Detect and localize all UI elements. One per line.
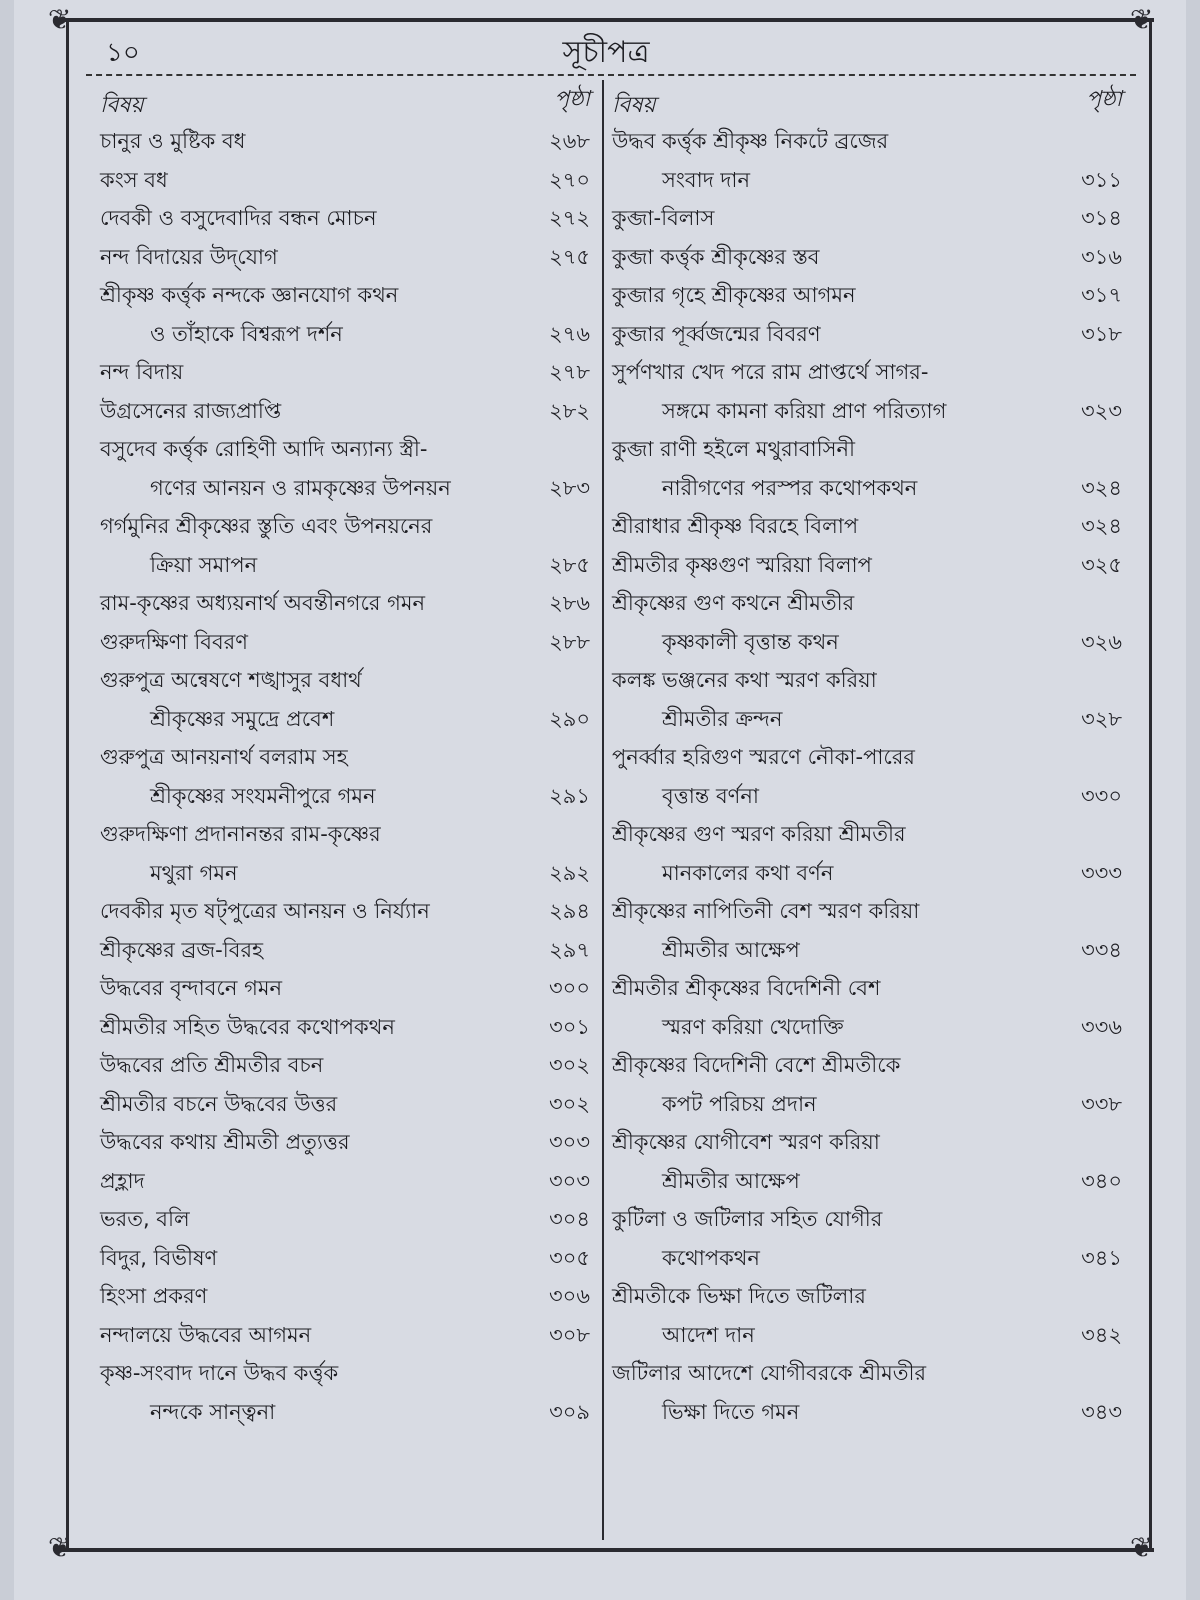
toc-entry-title: কথোপকথন	[662, 1245, 760, 1270]
toc-entry-page: ৩৪৩	[1081, 1399, 1122, 1424]
toc-entry	[612, 1046, 1122, 1123]
toc-entry-title: বিদুর, বিভীষণ	[100, 1245, 218, 1270]
toc-entry-title: সংবাদ দান	[662, 167, 751, 192]
toc-entry-title: শ্রীমতীর শ্রীকৃষ্ণের বিদেশিনী বেশ	[612, 976, 881, 1000]
toc-entry-title: পুনর্ব্বার হরিগুণ স্মরণে নৌকা-পারের	[612, 745, 915, 769]
toc-entry-title: গুরুদক্ষিণা বিবরণ	[100, 629, 248, 654]
page-title: সূচীপত্র	[562, 35, 650, 70]
toc-entry-title: শ্রীকৃষ্ণ কর্ত্তৃক নন্দকে জ্ঞানযোগ কথন	[100, 283, 399, 307]
toc-entry-title: শ্রীকৃষ্ণের বিদেশিনী বেশে শ্রীমতীকে	[612, 1053, 901, 1077]
toc-entry-page: ৩৪২	[1081, 1322, 1122, 1347]
toc-entry-page: ২৯৪	[549, 899, 590, 923]
toc-entry-title: জটিলার আদেশে যোগীবরকে শ্রীমতীর	[612, 1361, 927, 1385]
toc-entry-page: ৩২৫	[1081, 552, 1122, 577]
toc-entry	[100, 122, 590, 161]
toc-entry-title: কৃষ্ণ-সংবাদ দানে উদ্ধব কর্ত্তৃক	[100, 1361, 339, 1385]
toc-entry	[100, 931, 590, 970]
toc-entry	[100, 815, 590, 892]
toc-entry-page: ৩১৬	[1081, 244, 1122, 269]
toc-entry-page: ৩০৯	[549, 1399, 590, 1424]
toc-entry-page: ৩১৪	[1081, 206, 1122, 230]
toc-entry-page: ৩০৬	[549, 1284, 590, 1308]
toc-entry	[100, 507, 590, 584]
toc-entry-title: কুব্জা কর্ত্তৃক শ্রীকৃষ্ণের স্তব	[612, 244, 820, 269]
toc-entry-title: মথুরা গমন	[150, 860, 238, 885]
toc-entry	[612, 892, 1122, 969]
toc-entry	[612, 1354, 1122, 1431]
toc-entry	[612, 276, 1122, 315]
column-divider	[602, 80, 604, 1540]
column-header	[100, 82, 590, 122]
toc-entry-page: ৩৩৩	[1081, 860, 1122, 885]
toc-entry-title: সুর্পণখার খেদ পরে রাম প্রাপ্তর্থে সাগর-	[612, 360, 929, 384]
toc-entry	[612, 1200, 1122, 1277]
toc-entry-title: শ্রীকৃষ্ণের গুণ কথনে শ্রীমতীর	[612, 591, 855, 615]
toc-entry-page: ২৮৮	[549, 629, 590, 654]
toc-entry	[612, 969, 1122, 1046]
toc-entry-title: শ্রীমতীকে ভিক্ষা দিতে জটিলার	[612, 1284, 866, 1308]
toc-entry	[612, 507, 1122, 546]
toc-entry-title: শ্রীকৃষ্ণের ব্রজ-বিরহ	[100, 937, 264, 962]
toc-entry	[612, 584, 1122, 661]
toc-entry-title: ক্রিয়া সমাপন	[150, 552, 258, 577]
subject-heading: বিষয়	[100, 93, 144, 118]
toc-entry-page: ২৮২	[549, 398, 590, 423]
toc-entry-title: কুব্জা-বিলাস	[612, 206, 715, 230]
bottom-border-rule	[54, 1548, 1154, 1552]
toc-entry-page: ৩০২	[549, 1053, 590, 1077]
toc-entry-page: ৩০৮	[549, 1322, 590, 1347]
toc-entry-page: ৩২৬	[1081, 629, 1122, 654]
toc-entry-title: ভরত, বলি	[100, 1207, 190, 1231]
toc-entry-title: শ্রীমতীর বচনে উদ্ধবের উত্তর	[100, 1091, 338, 1116]
toc-entry-title: দেবকী ও বসুদেবাদির বন্ধন মোচন	[100, 206, 377, 230]
toc-entry-page: ৩৩৬	[1081, 1014, 1122, 1039]
page-number: ১০	[106, 38, 140, 68]
toc-entry-title: আদেশ দান	[662, 1322, 755, 1347]
toc-entry-title: কপট পরিচয় প্রদান	[662, 1091, 817, 1116]
book-page	[14, 0, 1186, 1600]
toc-entry-title: নন্দালয়ে উদ্ধবের আগমন	[100, 1322, 312, 1347]
ornament-icon: ❦	[1130, 1531, 1154, 1564]
right-column	[612, 82, 1122, 1431]
toc-entry	[100, 623, 590, 662]
toc-entry-page: ৩০৩	[549, 1130, 590, 1154]
toc-entry-title: উদ্ধব কর্ত্তৃক শ্রীকৃষ্ণ নিকটে ব্রজের	[612, 129, 889, 153]
toc-entry-title: শ্রীকৃষ্ণের নাপিতিনী বেশ স্মরণ করিয়া	[612, 899, 920, 923]
toc-entry-page: ২৭০	[549, 167, 590, 192]
toc-entry	[100, 969, 590, 1008]
toc-entry-title: উদ্ধবের প্রতি শ্রীমতীর বচন	[100, 1053, 324, 1077]
toc-entry-page: ৩২৮	[1081, 706, 1122, 731]
toc-entry	[100, 584, 590, 623]
toc-entry-title: শ্রীমতীর ক্রন্দন	[662, 706, 783, 731]
toc-entry-title: শ্রীকৃষ্ণের সমুদ্রে প্রবেশ	[150, 706, 335, 731]
toc-entry-title: গণের আনয়ন ও রামকৃষ্ণের উপনয়ন	[150, 475, 451, 500]
top-border-rule	[54, 18, 1154, 22]
toc-entry-title: মানকালের কথা বর্ণন	[662, 860, 834, 885]
toc-entry	[100, 1239, 590, 1278]
toc-entry	[100, 1046, 590, 1085]
header-divider	[86, 74, 1136, 76]
toc-entry-title: উদ্ধবের বৃন্দাবনে গমন	[100, 976, 283, 1000]
toc-entry	[100, 1123, 590, 1162]
toc-entry-page: ৩০২	[549, 1091, 590, 1116]
toc-entry-title: শ্রীকৃষ্ণের যোগীবেশ স্মরণ করিয়া	[612, 1130, 880, 1154]
toc-entry	[612, 315, 1122, 354]
toc-entry	[100, 1316, 590, 1355]
toc-entry-title: শ্রীমতীর আক্ষেপ	[662, 937, 800, 962]
toc-entry-page: ৩২৩	[1081, 398, 1122, 423]
toc-entry	[100, 161, 590, 200]
toc-entry-page: ৩১১	[1081, 167, 1122, 192]
toc-entry-title: বৃত্তান্ত বর্ণনা	[662, 783, 759, 808]
toc-entry-title: উগ্রসেনের রাজ্যপ্রাপ্তি	[100, 398, 282, 423]
toc-entry-title: নন্দকে সান্ত্বনা	[150, 1399, 276, 1424]
toc-entry	[100, 661, 590, 738]
toc-entry-page: ২৯১	[549, 783, 590, 808]
toc-entry-page: ২৯২	[549, 860, 590, 885]
column-header	[612, 82, 1122, 122]
left-column	[100, 82, 590, 1431]
toc-entry	[612, 738, 1122, 815]
toc-entry-title: নন্দ বিদায়ের উদ্‌যোগ	[100, 244, 278, 269]
toc-entry-page: ২৭৫	[549, 244, 590, 269]
toc-entry	[100, 276, 590, 353]
toc-entry-page: ৩০১	[549, 1014, 590, 1039]
toc-entry-title: গর্গমুনির শ্রীকৃষ্ণের স্তুতি এবং উপনয়নের	[100, 514, 433, 538]
toc-entry-title: কলঙ্ক ভঞ্জনের কথা স্মরণ করিয়া	[612, 668, 877, 692]
toc-entry-title: শ্রীমতীর সহিত উদ্ধবের কথোপকথন	[100, 1014, 395, 1039]
toc-entry-page: ৩১৭	[1081, 283, 1122, 307]
ornament-icon: ❦	[48, 3, 72, 36]
toc-entry-page: ৩৪১	[1081, 1245, 1122, 1270]
toc-entry	[100, 392, 590, 431]
toc-entry	[612, 122, 1122, 199]
toc-entry-page: ৩০৫	[549, 1245, 590, 1270]
toc-entry-page: ২৭৬	[549, 321, 590, 346]
toc-entry	[100, 1085, 590, 1124]
toc-entry	[100, 738, 590, 815]
toc-entry-page: ৩৩৪	[1081, 937, 1122, 962]
toc-entry-page: ৩২৪	[1081, 514, 1122, 538]
toc-list	[612, 122, 1122, 1431]
toc-entry-title: গুরুপুত্র অন্বেষণে শঙ্খাসুর বধার্থ	[100, 668, 362, 692]
toc-entry-page: ২৬৮	[549, 129, 590, 153]
ornament-icon: ❦	[1130, 3, 1154, 36]
toc-entry	[612, 353, 1122, 430]
toc-entry-title: ভিক্ষা দিতে গমন	[662, 1399, 800, 1424]
toc-entry-title: শ্রীরাধার শ্রীকৃষ্ণ বিরহে বিলাপ	[612, 514, 859, 538]
toc-list	[100, 122, 590, 1431]
toc-entry-page: ৩২৪	[1081, 475, 1122, 500]
toc-entry	[612, 238, 1122, 277]
toc-entry-page: ২৯৭	[549, 937, 590, 962]
toc-entry	[100, 892, 590, 931]
toc-entry	[612, 199, 1122, 238]
toc-entry-title: শ্রীমতীর কৃষ্ণগুণ স্মরিয়া বিলাপ	[612, 552, 872, 577]
page-heading: পৃষ্ঠা	[1086, 87, 1122, 112]
toc-entry-title: কংস বধ	[100, 167, 168, 192]
toc-entry-title: উদ্ধবের কথায় শ্রীমতী প্রত্যুত্তর	[100, 1130, 350, 1154]
toc-entry-title: নন্দ বিদায়	[100, 360, 184, 384]
toc-entry	[612, 661, 1122, 738]
toc-entry	[100, 353, 590, 392]
toc-entry-title: গুরুপুত্র আনয়নার্থ বলরাম সহ	[100, 745, 348, 769]
toc-entry-page: ৩০৩	[549, 1168, 590, 1193]
toc-entry	[100, 238, 590, 277]
toc-entry-page: ৩৪০	[1081, 1168, 1122, 1193]
toc-entry-page: ৩১৮	[1081, 321, 1122, 346]
toc-entry-title: বসুদেব কর্ত্তৃক রোহিণী আদি অন্যান্য স্ত্রী-	[100, 437, 428, 461]
toc-entry-page: ২৮৫	[549, 552, 590, 577]
toc-entry	[100, 199, 590, 238]
toc-entry-title: কুব্জা রাণী হইলে মথুরাবাসিনী	[612, 437, 856, 461]
ornament-icon: ❦	[48, 1531, 72, 1564]
toc-entry-title: প্রহ্লাদ	[100, 1168, 145, 1193]
toc-entry-page: ২৯০	[549, 706, 590, 731]
toc-entry-title: কুব্জার গৃহে শ্রীকৃষ্ণের আগমন	[612, 283, 856, 307]
page-heading: পৃষ্ঠা	[554, 87, 590, 112]
toc-entry-title: কুব্জার পূর্ব্বজন্মের বিবরণ	[612, 321, 821, 346]
toc-entry-page: ৩৩০	[1081, 783, 1122, 808]
toc-entry	[100, 1008, 590, 1047]
toc-entry	[100, 1277, 590, 1316]
toc-entry	[612, 815, 1122, 892]
toc-entry-title: ও তাঁহাকে বিশ্বরূপ দর্শন	[150, 321, 343, 346]
toc-entry-title: কুটিলা ও জটিলার সহিত যোগীর	[612, 1207, 883, 1231]
toc-entry	[612, 1123, 1122, 1200]
toc-entry	[612, 546, 1122, 585]
toc-entry-page: ৩০৪	[549, 1207, 590, 1231]
toc-entry-title: চানুর ও মুষ্টিক বধ	[100, 129, 246, 153]
toc-entry-page: ৩৩৮	[1081, 1091, 1122, 1116]
toc-entry-title: গুরুদক্ষিণা প্রদানানন্তর রাম-কৃষ্ণের	[100, 822, 381, 846]
toc-entry-title: স্মরণ করিয়া খেদোক্তি	[662, 1014, 844, 1039]
toc-entry	[612, 1277, 1122, 1354]
toc-entry	[100, 1162, 590, 1201]
toc-entry-title: সঙ্গমে কামনা করিয়া প্রাণ পরিত্যাগ	[662, 398, 947, 423]
toc-entry-title: শ্রীকৃষ্ণের গুণ স্মরণ করিয়া শ্রীমতীর	[612, 822, 906, 846]
toc-entry-page: ২৮৬	[549, 591, 590, 615]
toc-entry-page: ২৮৩	[549, 475, 590, 500]
toc-entry	[612, 430, 1122, 507]
toc-entry-title: রাম-কৃষ্ণের অধ্যয়নার্থ অবন্তীনগরে গমন	[100, 591, 426, 615]
toc-entry-title: শ্রীমতীর আক্ষেপ	[662, 1168, 800, 1193]
toc-entry-page: ২৭৮	[549, 360, 590, 384]
toc-entry-title: নারীগণের পরস্পর কথোপকথন	[662, 475, 918, 500]
toc-entry	[100, 1200, 590, 1239]
toc-entry-page: ২৭২	[549, 206, 590, 230]
toc-entry-page: ৩০০	[549, 976, 590, 1000]
toc-entry-title: শ্রীকৃষ্ণের সংযমনীপুরে গমন	[150, 783, 376, 808]
toc-entry	[100, 1354, 590, 1431]
toc-entry-title: কৃষ্ণকালী বৃত্তান্ত কথন	[662, 629, 839, 654]
toc-entry	[100, 430, 590, 507]
toc-entry-title: দেবকীর মৃত ষট্‌পুত্রের আনয়ন ও নির্য্যান	[100, 899, 430, 923]
toc-entry-title: হিংসা প্রকরণ	[100, 1284, 208, 1308]
page-header	[86, 28, 1126, 72]
subject-heading: বিষয়	[612, 93, 656, 118]
